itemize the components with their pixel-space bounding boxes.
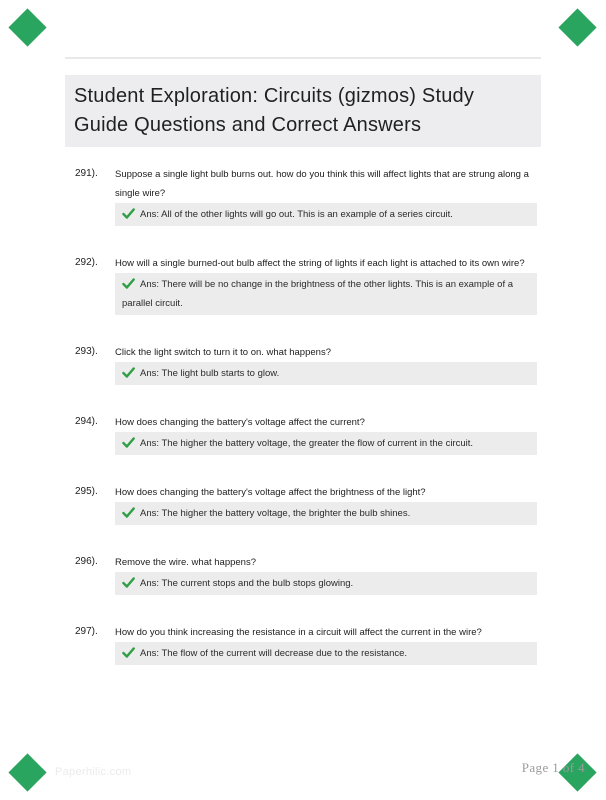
answer-box: [115, 502, 537, 525]
qa-item: [65, 623, 541, 665]
question-body: [115, 254, 541, 315]
question-text: Suppose a single light bulb burns out. how do you think this will affect lights that are strung along a single wire?: [115, 169, 529, 199]
answer-box: [115, 432, 537, 455]
top-divider: [65, 57, 541, 59]
answer-box: [115, 642, 537, 665]
answer-box: [115, 203, 537, 226]
corner-marker-top-right: [558, 8, 596, 46]
question-body: [115, 553, 541, 595]
question-number: 294).: [75, 416, 98, 427]
check-icon: [122, 507, 135, 518]
corner-marker-top-left: [8, 8, 46, 46]
qa-item: [65, 254, 541, 315]
question-text: How will a single burned-out bulb affect the string of lights if each light is attached to its own wire?: [115, 258, 525, 269]
question-number: 291).: [75, 168, 98, 179]
answer-text: Ans: All of the other lights will go out. This is an example of a series circuit.: [140, 209, 453, 220]
qa-item: [65, 553, 541, 595]
corner-marker-bottom-left: [8, 753, 46, 791]
check-icon: [122, 577, 135, 588]
answer-box: [115, 572, 537, 595]
question-body: [115, 165, 541, 226]
answer-text: Ans: There will be no change in the brightness of the other lights. This is an example of a parallel circuit.: [122, 279, 514, 309]
question-body: [115, 483, 541, 525]
page-content: [65, 57, 541, 693]
qa-item: [65, 483, 541, 525]
page-title: Student Exploration: Circuits (gizmos) Study Guide Questions and Correct Answers: [65, 75, 541, 147]
qa-item: [65, 165, 541, 226]
question-text: Remove the wire. what happens?: [115, 557, 256, 568]
qa-item: [65, 343, 541, 385]
question-number: 295).: [75, 486, 98, 497]
answer-box: [115, 273, 537, 315]
question-body: [115, 343, 541, 385]
answer-text: Ans: The higher the battery voltage, the greater the flow of current in the circuit.: [140, 438, 474, 449]
check-icon: [122, 278, 135, 289]
check-icon: [122, 208, 135, 219]
question-number: 292).: [75, 257, 98, 268]
question-number: 297).: [75, 626, 98, 637]
question-body: [115, 413, 541, 455]
question-body: [115, 623, 541, 665]
check-icon: [122, 437, 135, 448]
answer-box: [115, 362, 537, 385]
page-number: Page 1 of 4: [521, 760, 585, 775]
answer-text: Ans: The current stops and the bulb stops glowing.: [140, 578, 354, 589]
question-text: How does changing the battery's voltage affect the brightness of the light?: [115, 487, 426, 498]
question-text: How does changing the battery's voltage affect the current?: [115, 417, 365, 428]
check-icon: [122, 647, 135, 658]
qa-item: [65, 413, 541, 455]
question-number: 296).: [75, 556, 98, 567]
question-number: 293).: [75, 346, 98, 357]
question-text: Click the light switch to turn it to on. what happens?: [115, 347, 331, 358]
question-text: How do you think increasing the resistance in a circuit will affect the current in the wire?: [115, 627, 482, 638]
answer-text: Ans: The light bulb starts to glow.: [140, 368, 280, 379]
watermark-text: Paperhilic.com: [55, 766, 132, 778]
answer-text: Ans: The flow of the current will decrease due to the resistance.: [140, 648, 408, 659]
qa-list: [65, 165, 541, 665]
check-icon: [122, 367, 135, 378]
answer-text: Ans: The higher the battery voltage, the brighter the bulb shines.: [140, 508, 411, 519]
